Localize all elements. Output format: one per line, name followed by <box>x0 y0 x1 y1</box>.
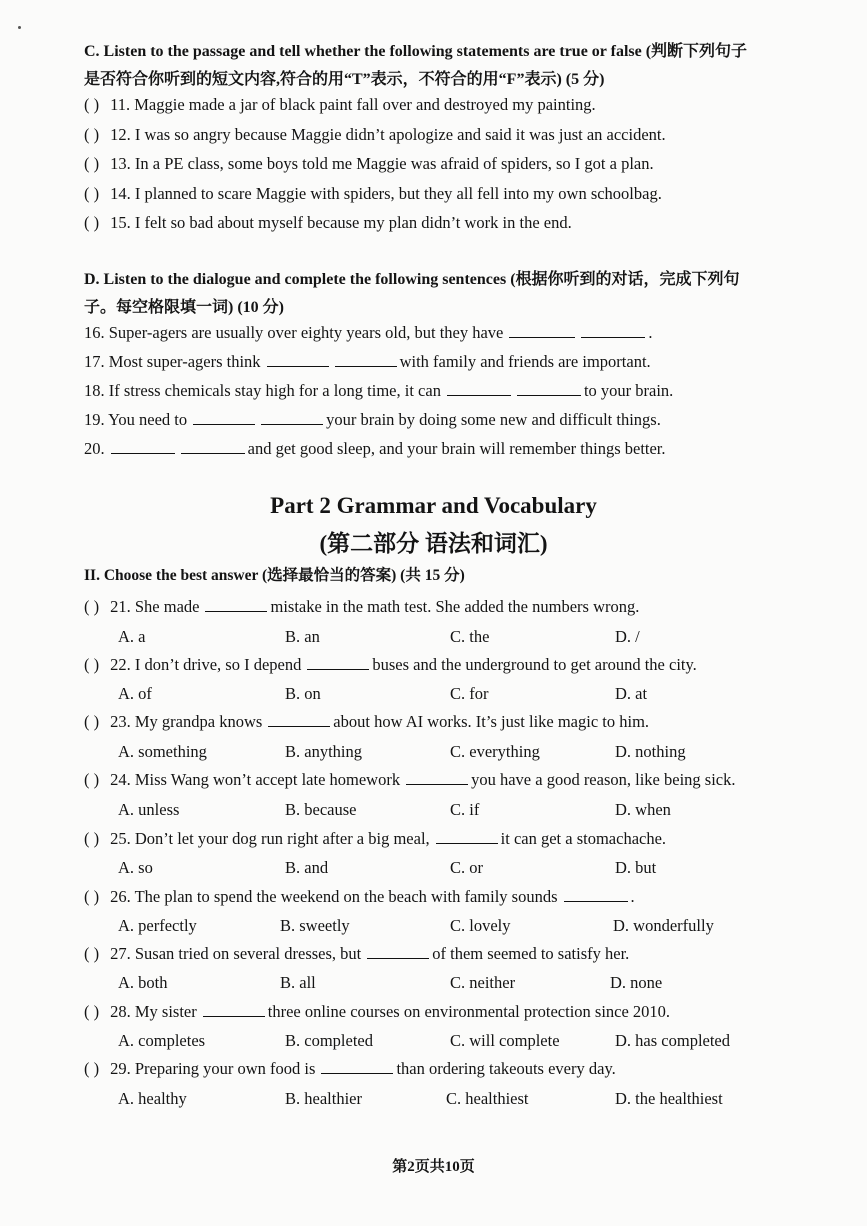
answer-blank[interactable] <box>509 323 575 338</box>
sentence-19: 19. You need to your brain by doing some new and difficult things. <box>84 410 661 429</box>
option-d[interactable]: D. at <box>615 684 648 703</box>
option-b[interactable]: B. because <box>285 800 357 819</box>
option-a[interactable]: A. of <box>118 684 152 703</box>
question-26: ( ) 26. The plan to spend the weekend on the beach with family sounds . <box>84 887 635 906</box>
option-c[interactable]: C. lovely <box>450 916 511 935</box>
option-c[interactable]: C. healthiest <box>446 1089 529 1108</box>
option-d[interactable]: D. none <box>610 973 663 992</box>
answer-blank[interactable] <box>517 381 581 396</box>
answer-blank[interactable] <box>268 712 330 727</box>
question-21: ( ) 21. She made mistake in the math test. She added the numbers wrong. <box>84 597 640 616</box>
statement-12: ( ) 12. I was so angry because Maggie didn’t apologize and said it was just an accident. <box>84 125 666 144</box>
option-c[interactable]: C. neither <box>450 973 516 992</box>
answer-blank[interactable] <box>436 829 498 844</box>
option-c[interactable]: C. everything <box>450 742 540 761</box>
option-b[interactable]: B. anything <box>285 742 362 761</box>
option-d[interactable]: D. wonderfully <box>613 916 714 935</box>
sentence-20: 20. and get good sleep, and your brain will remember things better. <box>84 439 666 458</box>
option-d[interactable]: D. / <box>615 627 640 646</box>
option-b[interactable]: B. healthier <box>285 1089 362 1108</box>
part-subtitle: (第二部分 语法和词汇) <box>319 531 548 556</box>
option-d[interactable]: D. has completed <box>615 1031 731 1050</box>
option-d[interactable]: D. the healthiest <box>615 1089 723 1108</box>
option-b[interactable]: B. all <box>280 973 316 992</box>
question-29: ( ) 29. Preparing your own food is than ordering takeouts every day. <box>84 1059 616 1078</box>
answer-blank[interactable] <box>205 597 267 612</box>
answer-blank[interactable] <box>447 381 511 396</box>
option-c[interactable]: C. or <box>450 858 483 877</box>
answer-blank[interactable] <box>564 887 628 902</box>
question-23: ( ) 23. My grandpa knows about how AI works. It’s just like magic to him. <box>84 712 650 731</box>
answer-blank[interactable] <box>181 439 245 454</box>
option-a[interactable]: A. healthy <box>118 1089 187 1108</box>
option-a[interactable]: A. completes <box>118 1031 206 1050</box>
statement-13: ( ) 13. In a PE class, some boys told me Maggie was afraid of spiders, so I got a plan. <box>84 154 654 173</box>
option-a[interactable]: A. a <box>118 627 146 646</box>
option-a[interactable]: A. something <box>118 742 207 761</box>
option-c[interactable]: C. if <box>450 800 480 819</box>
scan-dot <box>18 26 21 29</box>
sentence-16: 16. Super-agers are usually over eighty years old, but they have . <box>84 323 653 342</box>
question-28: ( ) 28. My sister three online courses on environmental protection since 2010. <box>84 1002 671 1021</box>
part-title: Part 2 Grammar and Vocabulary <box>270 493 597 518</box>
option-a[interactable]: A. both <box>118 973 168 992</box>
option-d[interactable]: D. when <box>615 800 671 819</box>
option-a[interactable]: A. so <box>118 858 153 877</box>
option-d[interactable]: D. nothing <box>615 742 686 761</box>
question-22: ( ) 22. I don’t drive, so I depend buses and the underground to get around the city. <box>84 655 697 674</box>
option-a[interactable]: A. unless <box>118 800 180 819</box>
page-number: 第2页共10页 <box>392 1159 475 1175</box>
answer-blank[interactable] <box>261 410 323 425</box>
answer-blank[interactable] <box>321 1059 393 1074</box>
answer-blank[interactable] <box>193 410 255 425</box>
section-ii-heading: II. Choose the best answer (选择最恰当的答案) (共 15 分) <box>84 567 465 584</box>
answer-blank[interactable] <box>203 1002 265 1017</box>
answer-blank[interactable] <box>267 352 329 367</box>
statement-11: ( ) 11. Maggie made a jar of black paint fall over and destroyed my painting. <box>84 95 596 114</box>
option-c[interactable]: C. the <box>450 627 490 646</box>
section-d-heading: D. Listen to the dialogue and complete the following sentences (根据你听到的对话，完成下列句 子。每空格限填一词) (10 分) <box>84 271 740 316</box>
answer-blank[interactable] <box>111 439 175 454</box>
question-25: ( ) 25. Don’t let your dog run right after a big meal, it can get a stomachache. <box>84 829 667 848</box>
option-b[interactable]: B. and <box>285 858 329 877</box>
sentence-17: 17. Most super-agers think with family and friends are important. <box>84 352 651 371</box>
statement-14: ( ) 14. I planned to scare Maggie with spiders, but they all fell into my own schoolbag. <box>84 184 662 203</box>
option-a[interactable]: A. perfectly <box>118 916 197 935</box>
option-d[interactable]: D. but <box>615 858 657 877</box>
question-24: ( ) 24. Miss Wang won’t accept late homework you have a good reason, like being sick. <box>84 770 736 789</box>
answer-blank[interactable] <box>307 655 369 670</box>
option-c[interactable]: C. for <box>450 684 489 703</box>
section-c-heading: C. Listen to the passage and tell whether the following statements are true or false (判断下列句子 是否符合你听到的短文内容,符合的用“T”表示，不符合的用“F”表示) (5 分) <box>84 43 748 88</box>
statement-15: ( ) 15. I felt so bad about myself because my plan didn’t work in the end. <box>84 213 572 232</box>
answer-blank[interactable] <box>335 352 397 367</box>
question-27: ( ) 27. Susan tried on several dresses, but of them seemed to satisfy her. <box>84 944 630 963</box>
option-c[interactable]: C. will complete <box>450 1031 560 1050</box>
answer-blank[interactable] <box>406 770 468 785</box>
answer-blank[interactable] <box>367 944 429 959</box>
option-b[interactable]: B. sweetly <box>280 916 350 935</box>
option-b[interactable]: B. an <box>285 627 320 646</box>
sentence-18: 18. If stress chemicals stay high for a long time, it can to your brain. <box>84 381 674 400</box>
option-b[interactable]: B. completed <box>285 1031 373 1050</box>
option-b[interactable]: B. on <box>285 684 321 703</box>
answer-blank[interactable] <box>581 323 645 338</box>
